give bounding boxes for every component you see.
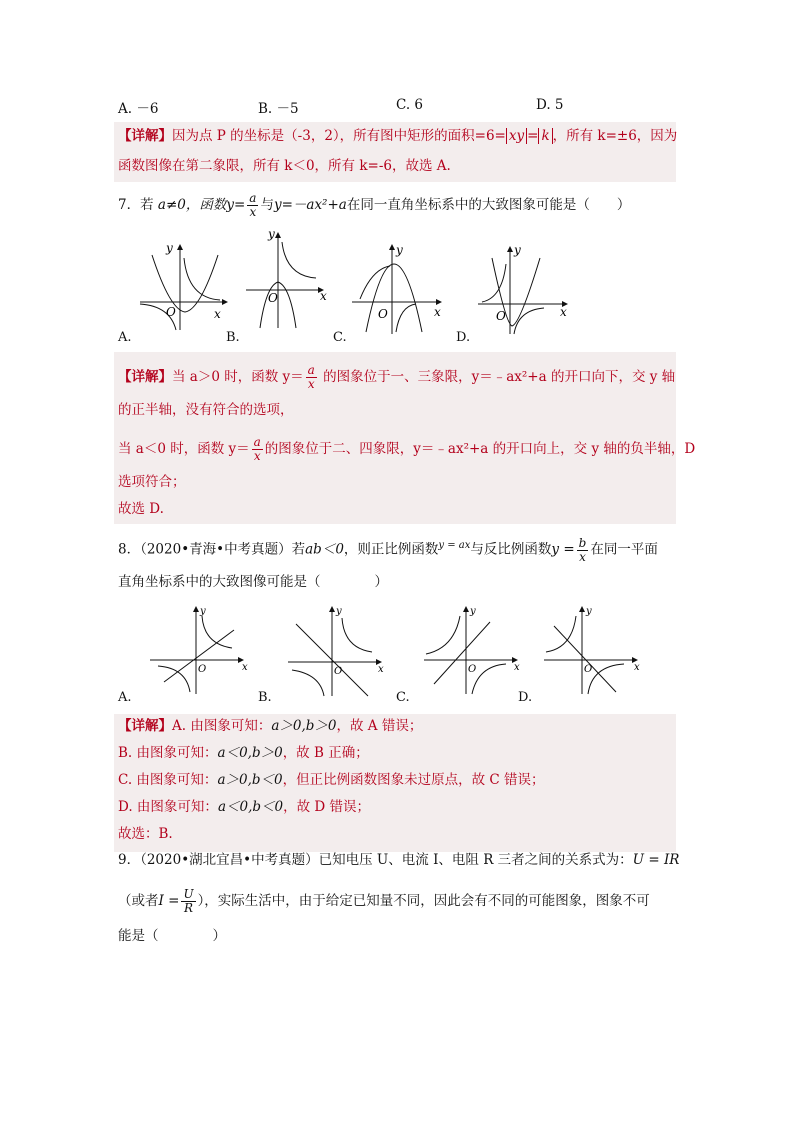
q7-option-b: B. [226,330,240,345]
q8-c-y-label: y [470,606,476,617]
q8-a-y-label: y [200,606,206,617]
q7-graph-b [246,228,336,328]
q6-solution-line-2: 函数图像在第二象限，所有 k＜0，所有 k=-6，故选 A. [118,158,451,174]
q8-d-y-label: y [586,606,592,617]
q7-option-c: C. [333,330,347,345]
q8-option-c: C. [396,690,410,705]
q8-c-origin: O [468,664,477,675]
q8-option-d: D. [518,690,533,705]
q7-d-y-label: y [514,243,521,257]
q7-b-x-label: x [320,289,327,303]
q6-option-a: A. －6 [118,101,159,117]
q8-d-x-label: x [634,662,640,673]
q7-c-y-label: y [396,243,403,257]
q7-d-x-label: x [560,305,567,319]
q7-solution-line-5: 故选 D. [118,501,164,517]
q8-stem-line-2: 直角坐标系中的大致图像可能是（ ） [118,574,388,590]
q8-solution-line-5: 故选：B. [118,826,173,842]
q7-solution-line-4: 选项符合； [118,474,186,490]
q8-solution-line-1: 【详解】A. 由图象可知：a＞0,b＞0，故 A 错误； [118,718,423,734]
q8-graph-b [288,606,388,696]
q7-b-y-label: y [268,227,275,241]
q8-stem-line-1: 8．（2020•青海•中考真题）若ab＜0，则正比例函数$^{y = ax}$与反比例函数y = $\frac{b}{x}$ 在同一平面 [118,535,658,564]
q7-graph-c [352,244,447,334]
q8-option-a: A. [118,690,132,705]
q8-solution-line-3: C. 由图象可知：a＞0,b＜0，但正比例函数图象未过原点，故 C 错误； [118,772,545,788]
q8-c-x-label: x [514,662,520,673]
q7-stem: 7．若 a≠0，函数y= $\frac{a}{x}$ 与y=－ax²+a在同一直角坐标系中的大致图象可能是（ ） [118,191,631,219]
q7-graph-a [140,240,230,330]
q9-stem-line-3: 能是（ ） [118,928,226,944]
q6-option-c: C. 6 [396,97,424,113]
q9-stem-line-1: 9．（2020•湖北宜昌•中考真题）已知电压 U、电流 I、电阻 R 三者之间的关系式为：U = IR [118,852,680,868]
q7-option-d: D. [456,330,471,345]
q6-option-b: B. －5 [258,101,299,117]
q9-stem-line-2: （或者I = $\frac{U}{R}$ ），实际生活中，由于给定已知量不同，因此会有不同的可能图象，图象不可 [118,887,650,915]
q8-b-origin: O [334,666,343,677]
q7-solution-line-2: 的正半轴，没有符合的选项， [118,402,294,418]
q7-solution-line-1: 【详解】当 a＞0 时，函数 y＝ $\frac{a}{x}$ 的图象位于一、三象限，y＝﹣ax²+a 的开口向下，交 y 轴 [118,363,676,391]
q8-a-origin: O [198,664,207,675]
q6-solution-line-1: 【详解】因为点 P 的坐标是（-3，2），所有图中矩形的面积=6= xy = k ，所有 k=±6，因为 [118,128,678,144]
q7-a-origin: O [166,305,176,319]
q7-solution-line-3: 当 a＜0 时，函数 y＝ $\frac{a}{x}$ 的图象位于二、四象限，y＝﹣ax²+a 的开口向上，交 y 轴的负半轴，D [118,435,696,463]
q8-d-origin: O [584,664,593,675]
q8-graph-d [544,604,644,694]
q8-option-b: B. [258,690,272,705]
q8-solution-line-2: B. 由图象可知：a＜0,b＞0，故 B 正确； [118,745,369,761]
q7-graph-d [478,244,573,334]
q8-a-x-label: x [242,662,248,673]
q7-a-x-label: x [214,307,221,321]
q8-graph-a [150,604,250,694]
q8-b-x-label: x [378,664,384,675]
q7-option-a: A. [118,330,132,345]
q6-option-d: D. 5 [536,97,564,113]
q7-d-origin: O [496,309,506,323]
q7-b-origin: O [268,291,278,305]
q8-solution-line-4: D. 由图象可知：a＜0,b＜0，故 D 错误； [118,799,371,815]
q8-graph-c [424,604,524,694]
q8-b-y-label: y [336,606,342,617]
q7-a-y-label: y [166,241,173,255]
q7-c-x-label: x [434,305,441,319]
q7-c-origin: O [378,307,388,321]
